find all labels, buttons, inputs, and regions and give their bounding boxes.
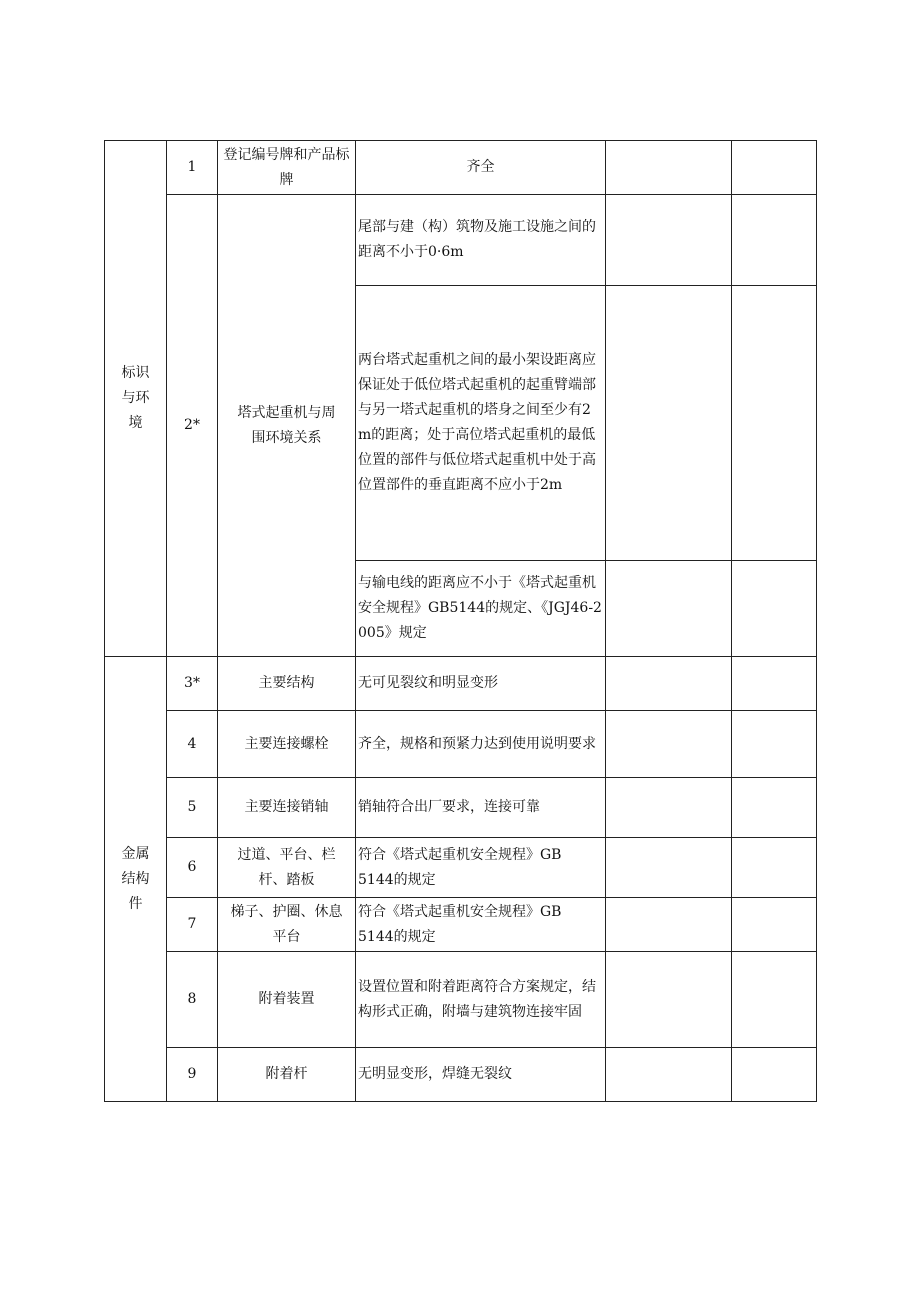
row-number: 5: [167, 778, 218, 838]
requirement-inner: 符合《塔式起重机安全规程》GB5144的规定: [358, 846, 562, 888]
remark-cell[interactable]: [732, 778, 817, 838]
result-cell[interactable]: [606, 561, 732, 657]
requirement-text: 齐全，规格和预紧力达到使用说明要求: [356, 711, 606, 778]
item-name: 主要连接螺栓: [218, 711, 356, 778]
row-number: 3*: [167, 657, 218, 711]
remark-cell[interactable]: [732, 838, 817, 898]
requirement-text: 两台塔式起重机之间的最小架设距离应保证处于低位塔式起重机的起重臂端部与另一塔式起重机的塔身之间至少有2m的距离；处于高位塔式起重机的最低位置的部件与低位塔式起重机中处于高位置部件的垂直距离不应小于2m: [356, 286, 606, 561]
item-name: 登记编号牌和产品标牌: [218, 141, 356, 195]
remark-cell[interactable]: [732, 141, 817, 195]
requirement-inner: 符合《塔式起重机安全规程》GB5144的规定: [358, 903, 562, 945]
row-number: 9: [167, 1048, 218, 1102]
item-name-text: 过道、平台、栏杆、踏板: [237, 846, 336, 888]
remark-cell[interactable]: [732, 952, 817, 1048]
requirement-text: 无可见裂纹和明显变形: [356, 657, 606, 711]
category-label: 标识与环境: [121, 365, 150, 431]
result-cell[interactable]: [606, 838, 732, 898]
remark-cell[interactable]: [732, 1048, 817, 1102]
row-number: 2*: [167, 195, 218, 657]
result-cell[interactable]: [606, 1048, 732, 1102]
inspection-table: [104, 140, 817, 1102]
item-name: 主要结构: [218, 657, 356, 711]
item-name: 附着杆: [218, 1048, 356, 1102]
result-cell[interactable]: [606, 286, 732, 561]
item-name: 附着装置: [218, 952, 356, 1048]
result-cell[interactable]: [606, 898, 732, 952]
requirement-text: 无明显变形，焊缝无裂纹: [356, 1048, 606, 1102]
requirement-text: [356, 838, 606, 898]
remark-cell[interactable]: [732, 657, 817, 711]
category-label: 金属结构件: [121, 845, 150, 912]
table-row: [105, 778, 817, 838]
result-cell[interactable]: [606, 711, 732, 778]
item-name: [218, 898, 356, 952]
row-number: 6: [167, 838, 218, 898]
remark-cell[interactable]: [732, 711, 817, 778]
result-cell[interactable]: [606, 952, 732, 1048]
item-name: 主要连接销轴: [218, 778, 356, 838]
result-cell[interactable]: [606, 778, 732, 838]
category-cell: [105, 141, 167, 657]
requirement-text: 销轴符合出厂要求，连接可靠: [356, 778, 606, 838]
requirement-text: 与输电线的距离应不小于《塔式起重机安全规程》GB5144的规定、《JGJ46-2005》规定: [356, 561, 606, 657]
row-number: 7: [167, 898, 218, 952]
result-cell[interactable]: [606, 195, 732, 286]
remark-cell[interactable]: [732, 898, 817, 952]
category-cell: [105, 657, 167, 1102]
item-name: [218, 838, 356, 898]
item-name: [218, 195, 356, 657]
remark-cell[interactable]: [732, 195, 817, 286]
table-row: [105, 711, 817, 778]
remark-cell[interactable]: [732, 286, 817, 561]
requirement-text: [356, 898, 606, 952]
table-row: [105, 898, 817, 952]
table-row: [105, 1048, 817, 1102]
row-number: 1: [167, 141, 218, 195]
requirement-text: 尾部与建（构）筑物及施工设施之间的距离不小于0·6m: [356, 195, 606, 286]
item-name-text: 梯子、护圈、休息平台: [230, 903, 343, 945]
table-row: [105, 952, 817, 1048]
item-name-text: 塔式起重机与周围环境关系: [237, 404, 336, 446]
result-cell[interactable]: [606, 141, 732, 195]
table-row: [105, 838, 817, 898]
table-row: [105, 195, 817, 286]
requirement-text: 设置位置和附着距离符合方案规定，结构形式正确，附墙与建筑物连接牢固: [356, 952, 606, 1048]
row-number: 8: [167, 952, 218, 1048]
table-row: [105, 657, 817, 711]
requirement-text: 齐全: [356, 141, 606, 195]
table-row: [105, 141, 817, 195]
row-number: 4: [167, 711, 218, 778]
remark-cell[interactable]: [732, 561, 817, 657]
result-cell[interactable]: [606, 657, 732, 711]
